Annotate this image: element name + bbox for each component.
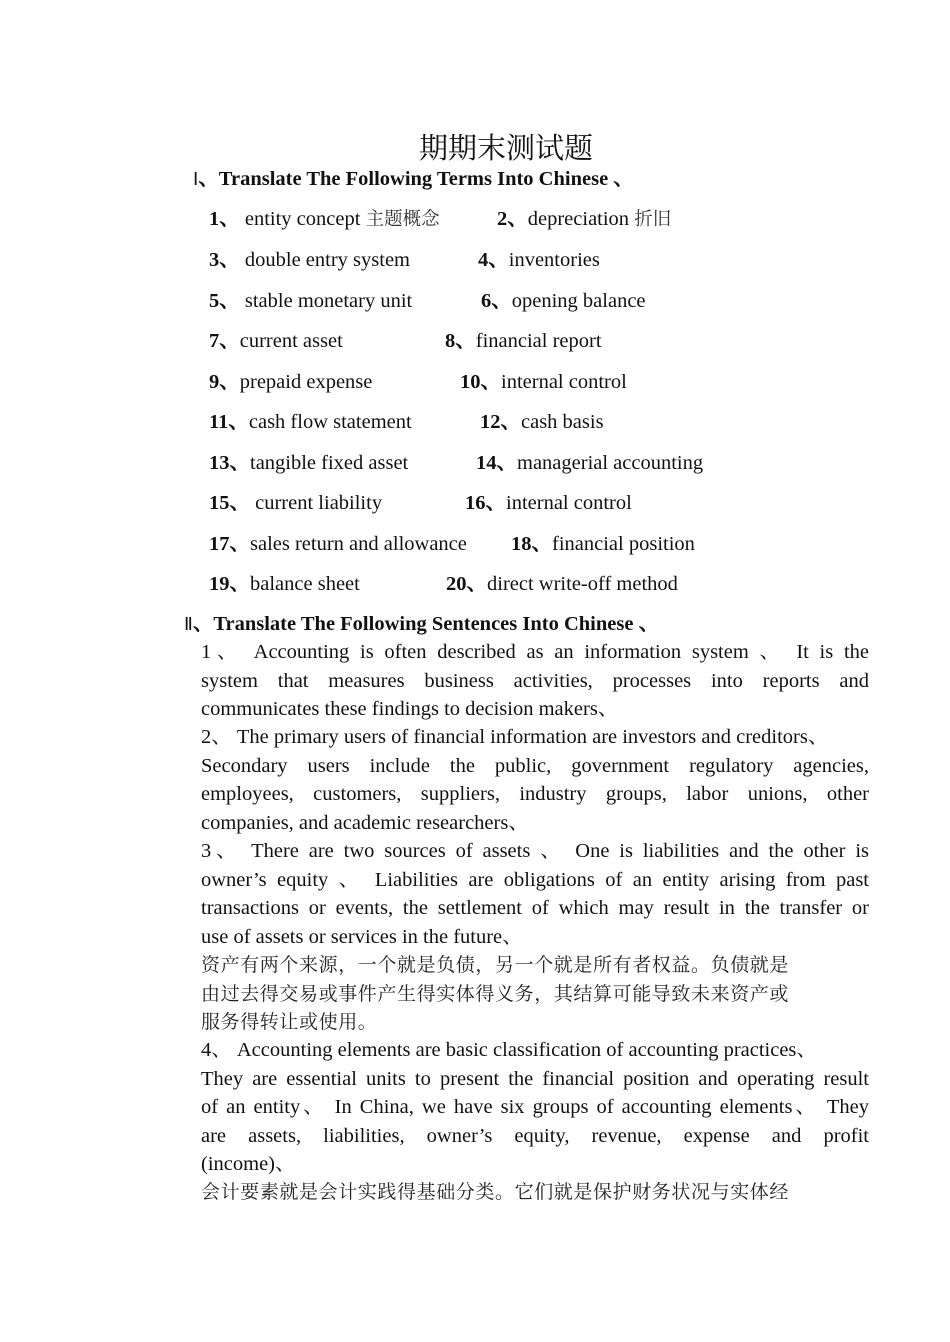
section-1-title: 、Translate The Following Terms Into Chinese 、	[198, 168, 634, 190]
term-item-18: 18、financial position	[511, 533, 695, 555]
term-item-12: 12、cash basis	[480, 411, 604, 433]
term-item-15: 15、 current liability	[209, 492, 383, 514]
term-item-1: 1、 entity concept 主题概念	[209, 208, 440, 230]
term-item-13: 13、tangible fixed asset	[209, 452, 409, 474]
term-item-10: 10、internal control	[460, 371, 627, 393]
section-1-numeral: Ⅰ	[193, 169, 199, 190]
term-item-19: 19、balance sheet	[209, 573, 360, 595]
sentence-4: 4、 Accounting elements are basic classification of accounting practices、 They are essential units to present the financial position and operating result of an entity、 In China, we have six groups of accounting elements、 They are assets, liabilities, owner’s equity, revenue, expense and profit (income)、	[201, 1039, 869, 1175]
term-item-5: 5、 stable monetary unit	[209, 290, 413, 312]
term-item-17: 17、sales return and allowance	[209, 533, 467, 555]
term-item-4: 4、inventories	[478, 249, 600, 271]
term-item-3: 3、 double entry system	[209, 249, 410, 271]
section-2-numeral: Ⅱ	[184, 614, 193, 635]
term-item-14: 14、managerial accounting	[476, 452, 704, 474]
section-2-heading	[184, 611, 659, 638]
sentence-3-translation: 资产有两个来源，一个就是负债，另一个就是所有者权益。负债就是 由过去得交易或事件产生得实体得义务，其结算可能导致未来资产或 服务得转让或使用。	[201, 954, 790, 1033]
term-item-20: 20、direct write-off method	[446, 573, 678, 595]
sentence-3: 3、 There are two sources of assets 、 One is liabilities and the other is owner’s equity 、 Liabilities are obligations of an entity arising from past transactions or events, the settlement of which may result in the transfer or use of assets or services in the future、	[201, 840, 869, 948]
term-item-16: 16、internal control	[465, 492, 632, 514]
section-1-heading	[193, 166, 634, 193]
sentence-2: 2、 The primary users of financial information are investors and creditors、 Secondary users include the public, government regulatory agencies, employees, customers, suppliers, industry groups, labor unions, other companies, and academic researchers、	[201, 726, 869, 834]
term-item-2: 2、depreciation 折旧	[497, 208, 672, 230]
term-item-8: 8、financial report	[445, 330, 602, 352]
term-item-11: 11、cash flow statement	[209, 411, 412, 433]
page-title: 期期末测试题	[418, 131, 593, 165]
section-2-title: 、Translate The Following Sentences Into Chinese 、	[192, 613, 660, 635]
sentence-1: 1、 Accounting is often described as an information system 、 It is the system that measures business activities, processes into reports and communicates these findings to decision makers、	[201, 641, 869, 720]
sentence-4-translation: 会计要素就是会计实践得基础分类。它们就是保护财务状况与实体经	[201, 1181, 790, 1203]
term-item-9: 9、prepaid expense	[209, 371, 373, 393]
term-item-7: 7、current asset	[209, 330, 343, 352]
term-item-6: 6、opening balance	[481, 290, 646, 312]
